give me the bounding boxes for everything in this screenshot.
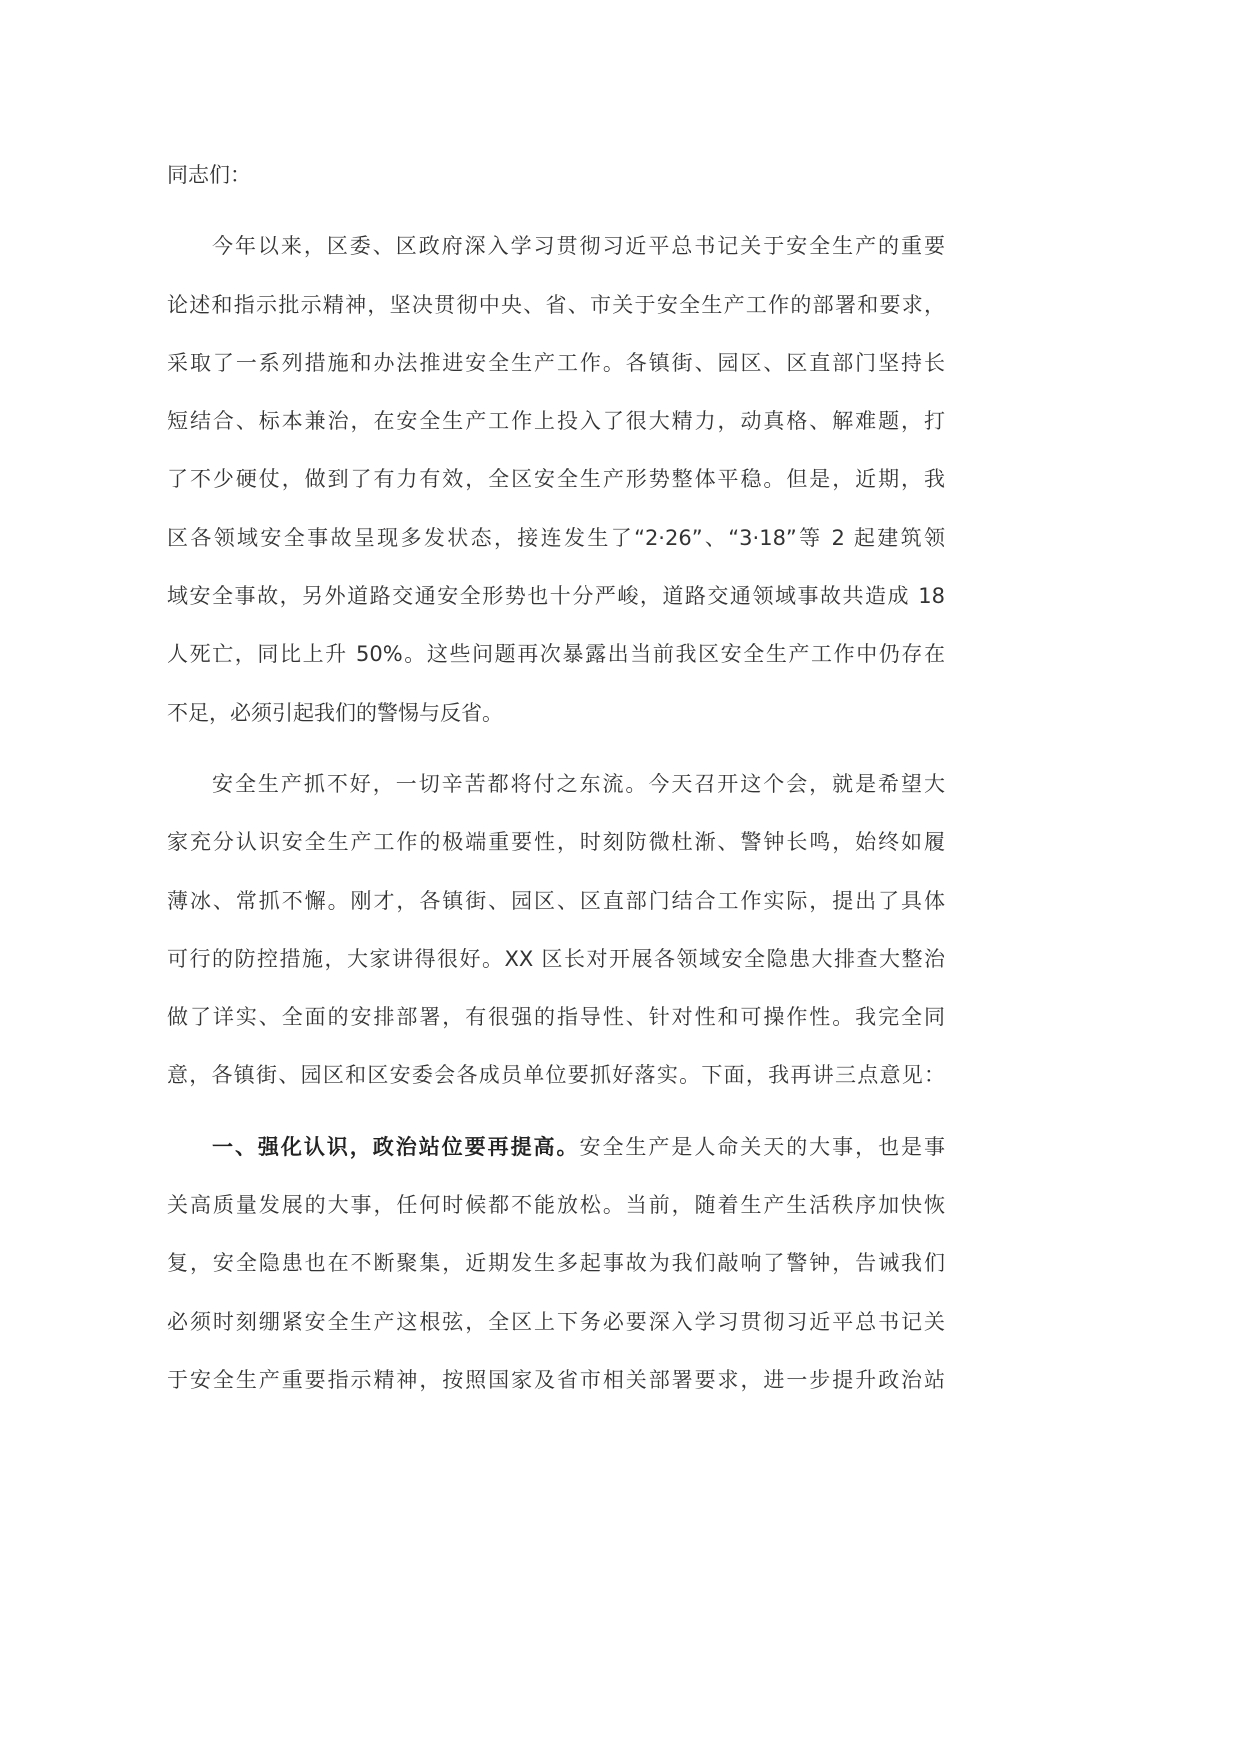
section-heading: 一、强化认识，政治站位要再提高。 [212, 1134, 580, 1159]
document-body [167, 158, 945, 1421]
text-line: 意，各镇街、园区和区安委会各成员单位要抓好落实。下面，我再讲三点意见： [167, 1063, 945, 1088]
text-line: 于安全生产重要指示精神，按照国家及省市相关部署要求，进一步提升政治站 [167, 1367, 945, 1392]
text-line: 域安全事故，另外道路交通安全形势也十分严峻，道路交通领域事故共造成 18 [167, 584, 945, 609]
text-line: 了不少硬仗，做到了有力有效，全区安全生产形势整体平稳。但是，近期，我 [167, 467, 945, 492]
text-line: 可行的防控措施，大家讲得很好。XX 区长对开展各领域安全隐患大排查大整治 [167, 946, 945, 971]
text-line [167, 1130, 945, 1188]
text-line: 区各领域安全事故呈现多发状态，接连发生了“2·26”、“3·18”等 2 起建筑领 [167, 525, 945, 550]
paragraph-2 [167, 767, 945, 1117]
text-line: 薄冰、常抓不懈。刚才，各镇街、园区、区直部门结合工作实际，提出了具体 [167, 888, 945, 913]
text-line: 做了详实、全面的安排部署，有很强的指导性、针对性和可操作性。我完全同 [167, 1005, 945, 1030]
text-span: 安全生产是人命关天的大事，也是事 [579, 1134, 945, 1159]
text-line: 家充分认识安全生产工作的极端重要性，时刻防微杜渐、警钟长鸣，始终如履 [167, 830, 945, 855]
text-line: 论述和指示批示精神，坚决贯彻中央、省、市关于安全生产工作的部署和要求， [167, 292, 945, 317]
text-line: 关高质量发展的大事，任何时候都不能放松。当前，随着生产生活秩序加快恢 [167, 1193, 945, 1218]
paragraph-3 [167, 1130, 945, 1421]
text-line: 短结合、标本兼治，在安全生产工作上投入了很大精力，动真格、解难题，打 [167, 409, 945, 434]
text-line: 复，安全隐患也在不断聚集，近期发生多起事故为我们敲响了警钟，告诫我们 [167, 1251, 945, 1276]
text-line: 采取了一系列措施和办法推进安全生产工作。各镇街、园区、区直部门坚持长 [167, 350, 945, 375]
text-line: 今年以来，区委、区政府深入学习贯彻习近平总书记关于安全生产的重要 [212, 234, 945, 259]
text-line: 人死亡，同比上升 50%。这些问题再次暴露出当前我区安全生产工作中仍存在 [167, 642, 945, 667]
paragraph-1 [167, 229, 945, 754]
salutation: 同志们： [167, 163, 251, 187]
text-line: 必须时刻绷紧安全生产这根弦，全区上下务必要深入学习贯彻习近平总书记关 [167, 1309, 945, 1334]
text-line: 安全生产抓不好，一切辛苦都将付之东流。今天召开这个会，就是希望大 [212, 771, 945, 796]
text-line: 不足，必须引起我们的警惕与反省。 [167, 700, 503, 725]
